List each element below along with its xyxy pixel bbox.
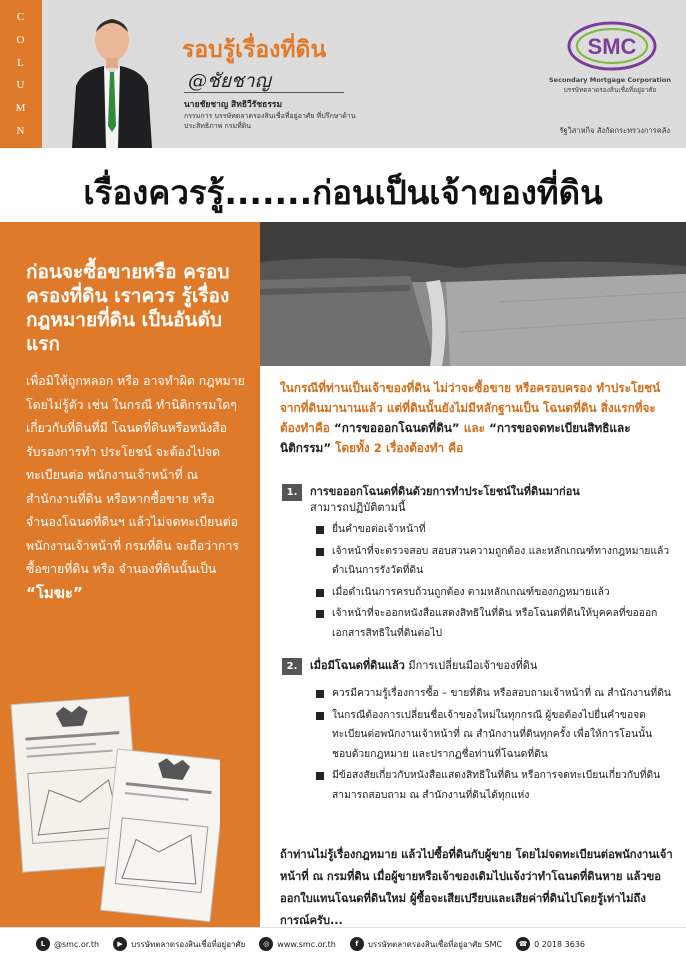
section-1-subtitle: สามารถปฏิบัติตามนี้ (310, 501, 406, 514)
list-item: ในกรณีต้องการเปลี่ยนชื่อเจ้าของใหม่ในทุกกรณี ผู้ขอต้องไปยื่นคำขอจดทะเบียนต่อพนักงานเจ้าหน้าที่ ณ สำนักงานที่ดินทุกครั้ง เพื่อให้การโอนนั้นชอบด้วยกฎหมาย และปรากฏชื่อท่านที่โฉนดที่ดิน (316, 706, 671, 765)
lead-paragraph (26, 370, 251, 606)
facebook-icon: f (350, 937, 364, 951)
footer-line-text: @smc.or.th (54, 939, 100, 949)
column-letter: L (17, 56, 25, 69)
lead-heading: ก่อนจะซื้อขายหรือ ครอบครองที่ดิน เราควร รู้เรื่องกฎหมายที่ดิน เป็นอันดับแรก (26, 261, 230, 355)
intro-text: ในกรณีที่ท่านเป็นเจ้าของที่ดิน ไม่ว่าจะซื้อขาย หรือครอบครอง ทำประโยชน์จากที่ดินมานานแล้ว แต่ที่ดินนั้นยังไม่มีหลักฐานเป็น โฉนดที่ดิน สิ่งแรกที่จะต้องทำคือ (280, 381, 661, 435)
column-letter: O (16, 33, 26, 46)
closing-paragraph: ถ้าท่านไม่รู้เรื่องกฎหมาย แล้วไปซื้อที่ดินกับผู้ขาย โดยไม่จดทะเบียนต่อพนักงานเจ้าหน้าที่ ณ กรมที่ดิน เมื่อผู้ขายหรือเจ้าของเดิมไปแจ้งว่าทำโฉนดที่ดินหาย แล้วขอออกใบแทนโฉนดที่ดินใหม่ ผู้ซื้อจะเสียเปรียบและเสียค่าที่ดินไปโดยรู้เท่าไม่ถึงการณ์ครับ... (280, 848, 673, 927)
list-item: เจ้าหน้าที่จะออกหนังสือแสดงสิทธิในที่ดิน หรือโฉนดที่ดินให้บุคคลที่ขอออกเอกสารสิทธิในที่ดินต่อไป (316, 604, 671, 643)
author-name: นายชัยชาญ สิทธิวีรัชธรรม (184, 100, 283, 110)
author-portrait (62, 8, 162, 148)
intro-paragraph (280, 378, 675, 458)
contact-footer (0, 927, 686, 960)
intro-quote-registration: “การขอจดทะเบียนสิทธิและนิติกรรม” (280, 421, 631, 455)
intro-ending: โดยทั้ง 2 เรื่องต้องทำ คือ (331, 441, 464, 455)
section-2-number: 2. (282, 658, 302, 675)
column-author-handle: @ชัยชาญ (188, 70, 271, 92)
corp-name-th: บรรษัทตลาดรองสินเชื่อที่อยู่อาศัย (563, 86, 657, 94)
column-letter: U (16, 79, 26, 92)
youtube-icon: ▶ (113, 937, 127, 951)
author-divider (184, 92, 344, 93)
column-header (0, 0, 686, 148)
section-1-heading: การขอออกโฉนดที่ดินด้วยการทำประโยชน์ในที่ดินมาก่อน (310, 485, 580, 498)
svg-text:SMC: SMC (587, 34, 637, 59)
right-content (260, 366, 686, 927)
footer-phone[interactable] (516, 937, 585, 951)
section-2-heading: เมื่อมีโฉนดที่ดินแล้ว (310, 659, 405, 672)
footer-youtube-text: บรรษัทตลาดรองสินเชื่อที่อยู่อาศัย (131, 939, 246, 949)
line-icon: L (36, 937, 50, 951)
footer-facebook[interactable] (350, 937, 502, 951)
land-deed-documents-image (10, 692, 220, 924)
state-enterprise-note: รัฐวิสาหกิจ สังกัดกระทรวงการคลัง (559, 126, 670, 135)
lead-paragraph-text: เพื่อมิให้ถูกหลอก หรือ อาจทำผิด กฎหมายโดยไม่รู้ตัว เช่น ในกรณี ทำนิติกรรมใดๆ เกี่ยวกับที่ดินที่มี โฉนดที่ดินหรือหนังสือรับรองการทำ ประโยชน์ จะต้องไปจดทะเบียนต่อ พนักงานเจ้าหน้าที่ ณ สำนักงานที่ดิน หรือหากซื้อขาย หรือ จำนองโฉนดที่ดินฯ แล้วไม่จดทะเบียนต่อพนักงานเจ้าหน้าที่ กรมที่ดิน จะถือว่าการซื้อขายที่ดิน หรือ จำนองที่ดินนั้นเป็น (26, 374, 245, 576)
footer-website[interactable] (259, 937, 336, 951)
globe-icon: ◎ (259, 937, 273, 951)
list-item: เจ้าหน้าที่จะตรวจสอบ สอบสวนความถูกต้อง และหลักเกณฑ์ทางกฎหมายแล้วดำเนินการรังวัดที่ดิน (316, 542, 671, 581)
list-item: ควรมีความรู้เรื่องการซื้อ – ขายที่ดิน หรือสอบถามเจ้าหน้าที่ ณ สำนักงานที่ดิน (316, 684, 671, 704)
intro-quote-deed: “การขอออกโฉนดที่ดิน” (334, 421, 460, 435)
footer-line[interactable] (36, 937, 99, 951)
lead-paragraph-emphasis: “โมฆะ” (26, 583, 83, 602)
smc-logo (566, 20, 658, 72)
footer-facebook-text: บรรษัทตลาดรองสินเชื่อที่อยู่อาศัย SMC (367, 939, 503, 949)
section-1-number: 1. (282, 484, 302, 501)
list-item: ยื่นคำขอต่อเจ้าหน้าที่ (316, 520, 671, 540)
article-title: เรื่องควรรู้.......ก่อนเป็นเจ้าของที่ดิน (83, 173, 603, 212)
section-2-heading-rest: มีการเปลี่ยนมือเจ้าของที่ดิน (404, 659, 538, 672)
corp-name-en: Secondary Mortgage Corporation (549, 76, 671, 84)
intro-and: และ (459, 421, 490, 435)
section-1-list (316, 520, 671, 645)
phone-icon: ☎ (516, 937, 530, 951)
footer-youtube[interactable] (113, 937, 245, 951)
column-letter: C (16, 11, 26, 24)
author-position: กรรมการ บรรษัทตลาดรองสินเชื่อที่อยู่อาศัย ที่ปรึกษาด้านประสิทธิภาพ กรมที่ดิน (184, 112, 356, 130)
column-title: รอบรู้เรื่องที่ดิน (182, 37, 327, 63)
column-letter: N (16, 124, 26, 137)
list-item: เมื่อดำเนินการครบถ้วนถูกต้อง ตามหลักเกณฑ์ของกฎหมายแล้ว (316, 583, 671, 603)
footer-website-text: www.smc.or.th (277, 939, 336, 949)
column-strip (0, 0, 42, 148)
footer-phone-text: 0 2018 3636 (534, 939, 586, 949)
section-2-list (316, 684, 671, 807)
list-item: มีข้อสงสัยเกี่ยวกับหนังสือแสดงสิทธิในที่ดิน หรือการจดทะเบียนเกี่ยวกับที่ดิน สามารถสอบถาม ณ สำนักงานที่ดินได้ทุกแห่ง (316, 766, 671, 805)
left-orange-panel (0, 222, 260, 927)
column-letter: M (15, 101, 27, 114)
title-band (0, 148, 686, 222)
section-2-title (310, 658, 670, 674)
aerial-farmland-photo (260, 222, 686, 366)
section-1-title (310, 484, 670, 516)
